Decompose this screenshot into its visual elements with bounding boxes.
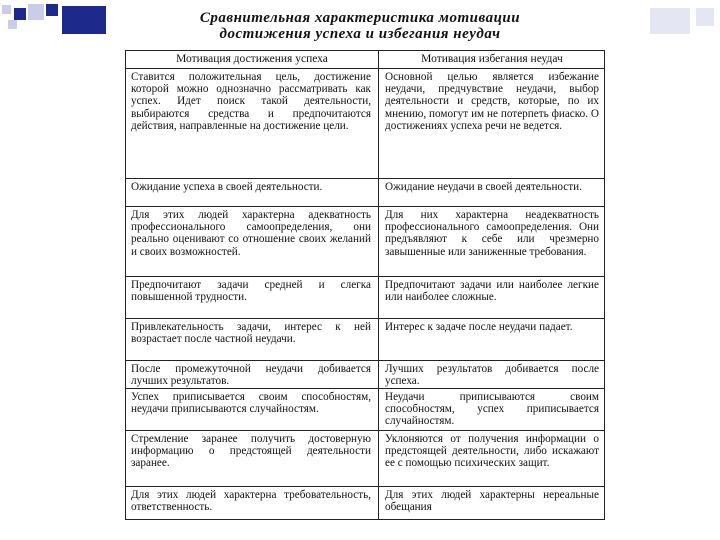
cell-success: Для этих людей характерна адекватность профессионального самоопределения, они реально оценивают со отношение своих желаний и своих возможностей. bbox=[131, 209, 371, 258]
table-row bbox=[126, 431, 604, 487]
table-header bbox=[126, 51, 604, 69]
page-title bbox=[150, 10, 570, 42]
cell-failure: Для этих людей характерны нереальные обещания bbox=[385, 489, 599, 514]
cell-success: Ставится положительная цель, достижение которой можно однозначно рассматривать как успех. Идет поиск такой деятельности, выбираются средства и предпочитаются действия, направленные на достижение цели. bbox=[131, 71, 371, 132]
title-line-1: Сравнительная характеристика мотивации bbox=[199, 10, 521, 26]
table-row bbox=[126, 361, 604, 389]
header-success-motivation: Мотивация достижения успеха bbox=[176, 53, 328, 65]
cell-success: Стремление заранее получить достоверную информацию о предстоящей деятельности заранее. bbox=[131, 433, 371, 470]
table-row bbox=[126, 487, 604, 519]
header-failure-avoidance: Мотивация избегания неудач bbox=[421, 53, 563, 65]
cell-success: Для этих людей характерна требовательность, ответственность. bbox=[131, 489, 371, 514]
cell-success: Привлекательность задачи, интерес к ней возрастает после частной неудачи. bbox=[131, 321, 371, 346]
cell-failure: Неудачи приписываются своим способностям, успех приписывается случайностям. bbox=[385, 391, 599, 428]
cell-failure: Для них характерна неадекватность профессионального самоопределения. Они предъявляют к себе или чрезмерно завышенные или заниженные требования. bbox=[385, 209, 599, 258]
table-row bbox=[126, 277, 604, 319]
cell-failure: Интерес к задаче после неудачи падает. bbox=[385, 321, 573, 333]
table-row bbox=[126, 179, 604, 207]
table-row bbox=[126, 207, 604, 277]
cell-failure: Ожидание неудачи в своей деятельности. bbox=[385, 181, 582, 193]
table-row bbox=[126, 389, 604, 431]
comparison-table bbox=[125, 50, 605, 520]
cell-success: Успех приписывается своим способностям, неудачи приписываются случайностям. bbox=[131, 391, 371, 416]
cell-success: Ожидание успеха в своей деятельности. bbox=[131, 181, 323, 193]
table-row bbox=[126, 69, 604, 179]
cell-success: Предпочитают задачи средней и слегка повышенной трудности. bbox=[131, 279, 371, 304]
cell-failure: Уклоняются от получения информации о предстоящей деятельности, либо искажают ее с помощью психических защит. bbox=[385, 433, 599, 470]
table-row bbox=[126, 319, 604, 361]
cell-failure: Лучших результатов добивается после успеха. bbox=[385, 363, 599, 388]
cell-success: После промежуточной неудачи добивается лучших результатов. bbox=[131, 363, 371, 388]
cell-failure: Предпочитают задачи или наиболее легкие или наиболее сложные. bbox=[385, 279, 599, 304]
cell-failure: Основной целью является избежание неудачи, предчувствие неудачи, выбор деятельности и средств, которые, по их мнению, помогут им не потерпеть фиаско. О достижениях успеха речи не ведется. bbox=[385, 71, 599, 132]
title-line-2: достижения успеха и избегания неудач bbox=[219, 26, 501, 42]
